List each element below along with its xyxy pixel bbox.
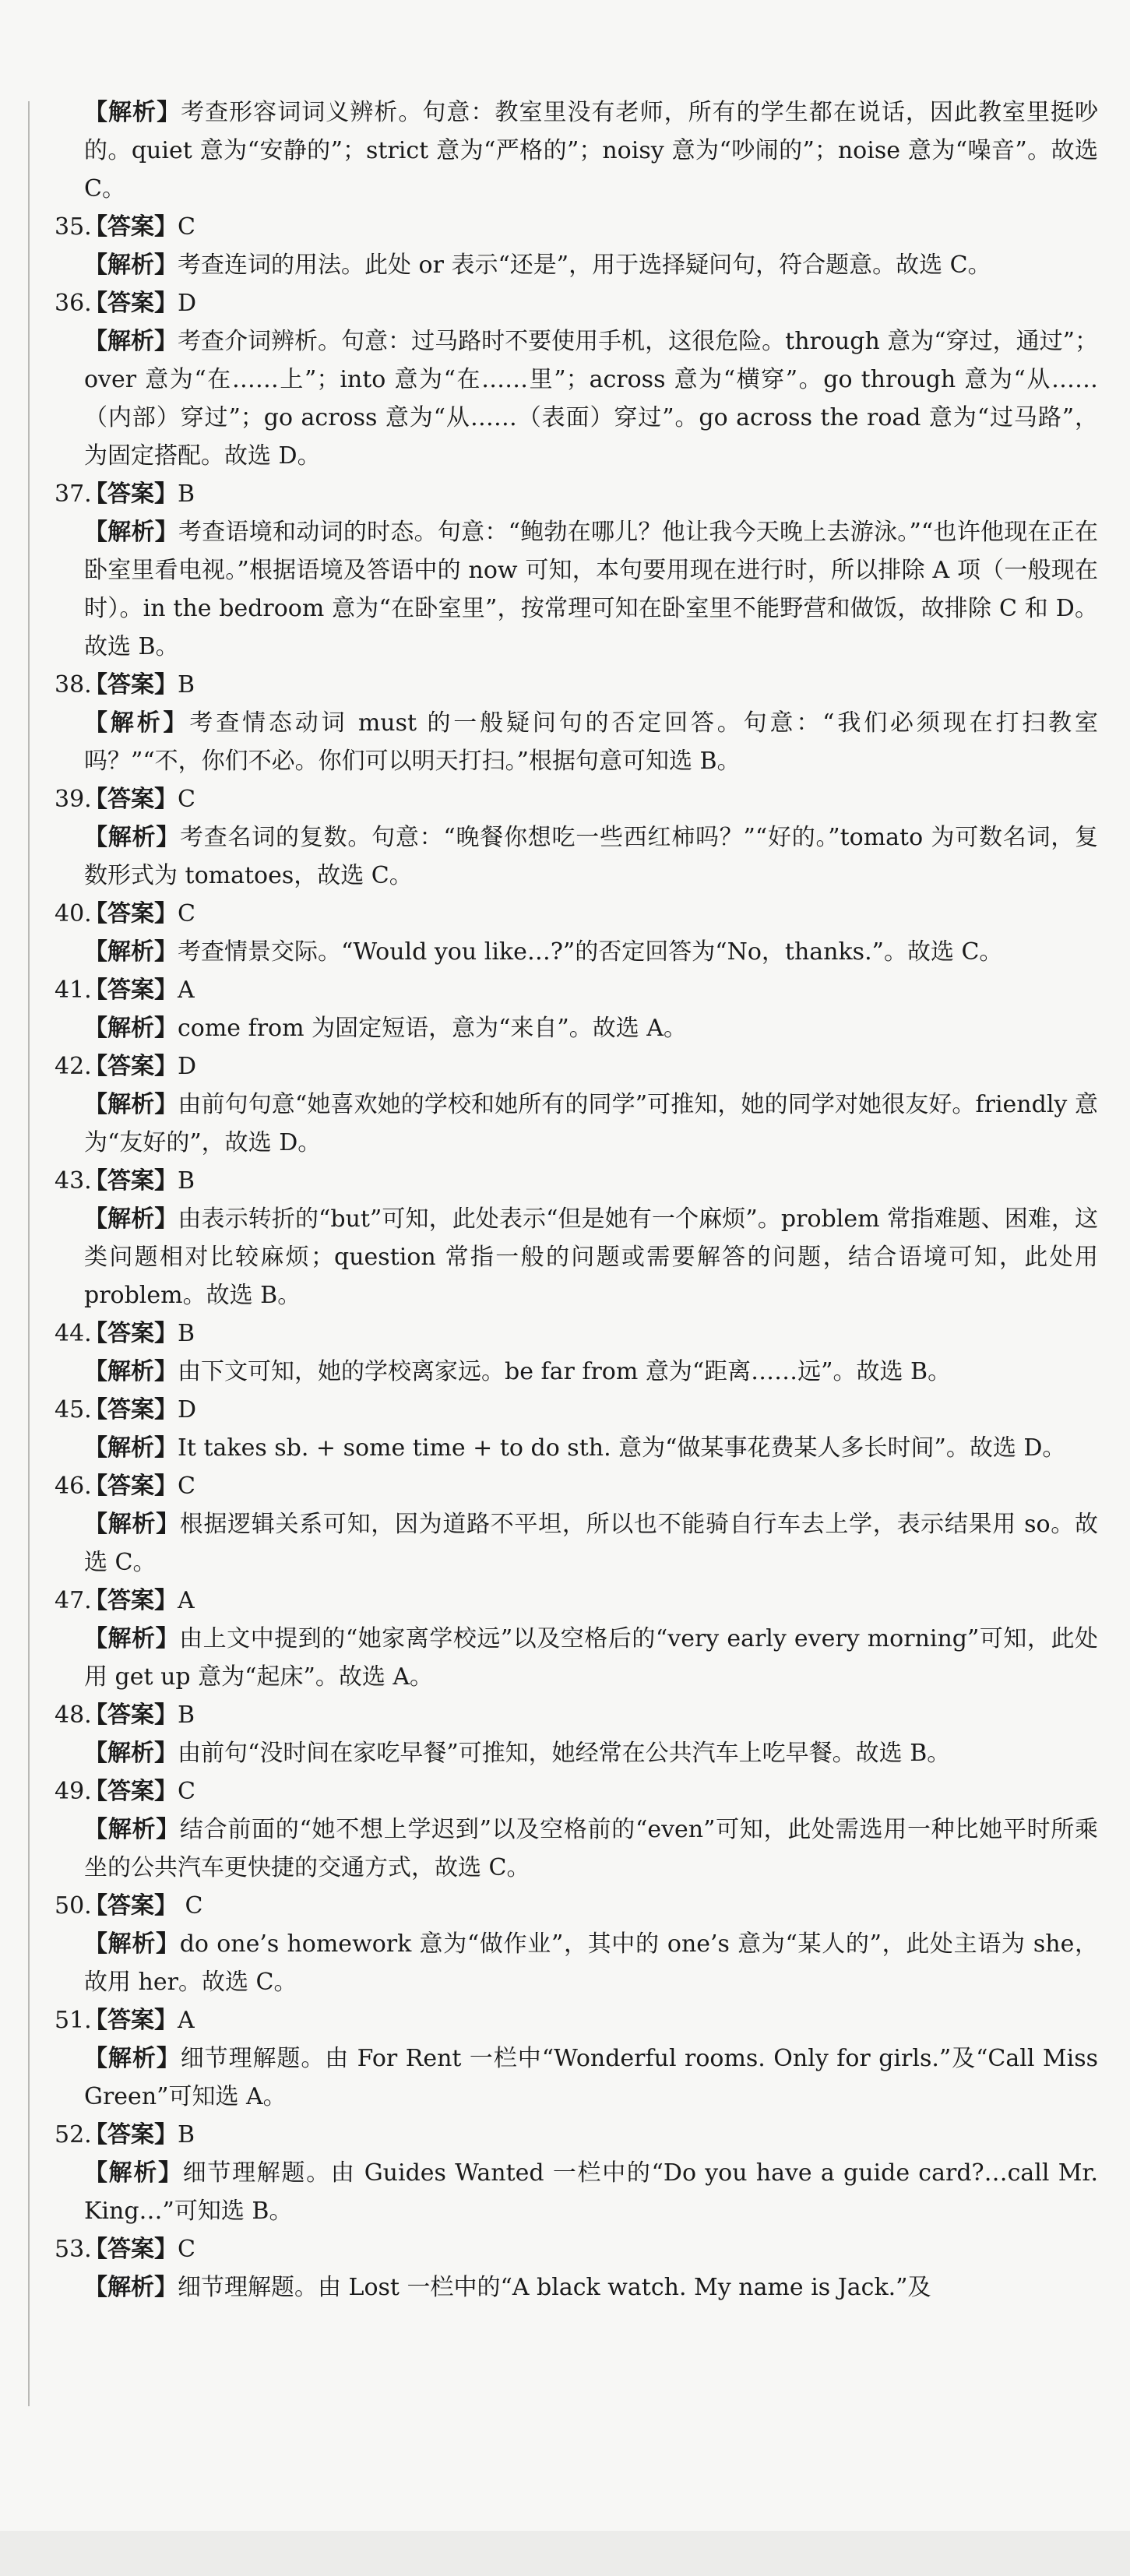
- analysis-tag: 【解析】: [84, 938, 178, 966]
- analysis-text: 由上文中提到的“她家离学校远”以及空格后的“very early every morning”可知，此处用 get up 意为“起床”。故选 A。: [84, 1625, 1098, 1691]
- analysis-text: 考查连词的用法。此处 or 表示“还是”，用于选择疑问句，符合题意。故选 C。: [178, 252, 991, 279]
- answer-choice: C: [178, 900, 195, 927]
- intro-analysis: [55, 93, 1098, 208]
- margin-rule: [28, 101, 30, 2406]
- answer-tag: 【答案】: [84, 900, 178, 927]
- analysis-line: [55, 322, 1098, 475]
- analysis-text: 考查情态动词 must 的一般疑问句的否定回答。句意：“我们必须现在打扫教室吗？”“不，你们不必。你们可以明天打扫。”根据句意可知选 B。: [84, 709, 1098, 775]
- analysis-line: [55, 1200, 1098, 1314]
- analysis-tag: 【解析】: [84, 1091, 178, 1118]
- answer-choice: D: [178, 1396, 197, 1423]
- answer-choice: B: [178, 1320, 195, 1347]
- question-number: 39.: [55, 786, 92, 813]
- answer-tag: 【答案】: [84, 1053, 178, 1080]
- question-number: 43.: [55, 1167, 92, 1195]
- question-number: 48.: [55, 1701, 92, 1729]
- analysis-tag: 【解析】: [84, 328, 178, 355]
- answer-tag: 【答案】: [84, 1778, 178, 1805]
- answer-line: [55, 1314, 1098, 1353]
- answer-line: [55, 2001, 1098, 2039]
- answer-line: [55, 284, 1098, 322]
- analysis-text: 由下文可知，她的学校离家远。be far from 意为“距离……远”。故选 B。: [178, 1358, 952, 1385]
- question-number: 40.: [55, 900, 92, 927]
- answer-line: [55, 780, 1098, 818]
- answer-choice: A: [178, 1587, 195, 1614]
- analysis-text: 由前句“没时间在家吃早餐”可推知，她经常在公共汽车上吃早餐。故选 B。: [178, 1740, 951, 1767]
- analysis-text: 细节理解题。由 Lost 一栏中的“A black watch. My name is Jack.”及: [178, 2274, 931, 2301]
- answer-choice: B: [178, 480, 195, 508]
- answer-tag: 【答案】: [84, 2007, 178, 2034]
- analysis-tag: 【解析】: [84, 1205, 178, 1233]
- answer-line: [55, 971, 1098, 1009]
- answer-line: [55, 1467, 1098, 1505]
- analysis-tag: 【解析】: [84, 519, 179, 546]
- analysis-tag: 【解析】: [84, 1015, 178, 1042]
- question-number: 41.: [55, 977, 92, 1004]
- analysis-text: come from 为固定短语，意为“来自”。故选 A。: [178, 1015, 687, 1042]
- analysis-line: [55, 1620, 1098, 1696]
- analysis-tag: 【解析】: [84, 1358, 178, 1385]
- answer-tag: 【答案】: [84, 213, 178, 241]
- question-number: 45.: [55, 1396, 92, 1423]
- answer-choice: B: [178, 1167, 195, 1195]
- footer-band: [0, 2531, 1130, 2576]
- answer-line: [55, 1391, 1098, 1429]
- answer-line: [55, 1887, 1098, 1925]
- analysis-text: 结合前面的“她不想上学迟到”以及空格前的“even”可知，此处需选用一种比她平时所乘坐的公共汽车更快捷的交通方式，故选 C。: [84, 1816, 1099, 1881]
- analysis-text: 考查名词的复数。句意：“晚餐你想吃一些西红柿吗？”“好的。”tomato 为可数名词，复数形式为 tomatoes，故选 C。: [84, 824, 1098, 889]
- analysis-tag: 【解析】: [84, 709, 190, 737]
- answer-line: [55, 2230, 1098, 2268]
- analysis-line: [55, 933, 1098, 971]
- analysis-tag: 【解析】: [84, 1816, 180, 1843]
- analysis-line: [55, 2268, 1098, 2307]
- analysis-tag: 【解析】: [84, 1625, 180, 1652]
- analysis-tag: 【解析】: [84, 1434, 178, 1462]
- answer-choice: C: [178, 213, 195, 241]
- answer-tag: 【答案】: [84, 1892, 178, 1920]
- answer-choice: B: [178, 671, 195, 699]
- answer-tag: 【答案】: [84, 1320, 178, 1347]
- analysis-line: [55, 1505, 1098, 1582]
- analysis-tag: 【解析】: [84, 252, 178, 279]
- analysis-text: 考查语境和动词的时态。句意：“鲍勃在哪儿？他让我今天晚上去游泳。”“也许他现在正在卧室里看电视。”根据语境及答语中的 now 可知，本句要用现在进行时，所以排除 A 项（一般现在时）。in the bedroom 意为“在卧室里”，按常理可知在卧室里不能野营和做饭，故排除 C 和 D。故选 B。: [84, 519, 1099, 660]
- answer-tag: 【答案】: [84, 1587, 178, 1614]
- answer-line: [55, 208, 1098, 246]
- analysis-text: 细节理解题。由 For Rent 一栏中“Wonderful rooms. Only for girls.”及“Call Miss Green”可知选 A。: [84, 2045, 1099, 2110]
- question-number: 50.: [55, 1892, 92, 1920]
- analysis-line: [55, 704, 1098, 780]
- answer-choice: C: [178, 1892, 203, 1920]
- question-number: 52.: [55, 2121, 92, 2148]
- analysis-text: 考查情景交际。“Would you like…?”的否定回答为“No，thanks.”。故选 C。: [178, 938, 1003, 966]
- analysis-line: [55, 818, 1098, 895]
- answer-tag: 【答案】: [84, 671, 178, 699]
- answer-choice: C: [178, 786, 195, 813]
- analysis-tag: 【解析】: [84, 2045, 181, 2072]
- answer-choice: C: [178, 1778, 195, 1805]
- question-number: 49.: [55, 1778, 92, 1805]
- answer-analysis-list: [55, 93, 1098, 2307]
- analysis-line: [55, 1086, 1098, 1162]
- question-number: 47.: [55, 1587, 92, 1614]
- answer-line: [55, 2116, 1098, 2154]
- items-container: [55, 208, 1098, 2307]
- answer-line: [55, 1047, 1098, 1086]
- analysis-text: 细节理解题。由 Guides Wanted 一栏中的“Do you have a guide card?…call Mr. King…”可知选 B。: [84, 2159, 1099, 2225]
- analysis-text: 由表示转折的“but”可知，此处表示“但是她有一个麻烦”。problem 常指难题、困难，这类问题相对比较麻烦；question 常指一般的问题或需要解答的问题，结合语境可知，此处用 problem。故选 B。: [84, 1205, 1099, 1309]
- answer-tag: 【答案】: [84, 480, 178, 508]
- question-number: 38.: [55, 671, 92, 699]
- answer-choice: D: [178, 1053, 197, 1080]
- analysis-tag: 【解析】: [84, 99, 181, 126]
- answer-tag: 【答案】: [84, 290, 178, 317]
- analysis-line: [55, 1009, 1098, 1047]
- answer-line: [55, 895, 1098, 933]
- analysis-text: It takes sb. + some time + to do sth. 意为“做某事花费某人多长时间”。故选 D。: [178, 1434, 1066, 1462]
- analysis-line: [55, 1734, 1098, 1772]
- answer-line: [55, 666, 1098, 704]
- analysis-text: 考查形容词词义辨析。句意：教室里没有老师，所有的学生都在说话，因此教室里挺吵的。quiet 意为“安静的”；strict 意为“严格的”；noisy 意为“吵闹的”；noise 意为“噪音”。故选 C。: [84, 99, 1099, 202]
- answer-tag: 【答案】: [84, 1473, 178, 1500]
- analysis-text: 由前句句意“她喜欢她的学校和她所有的同学”可推知，她的同学对她很友好。friendly 意为“友好的”，故选 D。: [84, 1091, 1099, 1156]
- analysis-line: [55, 1353, 1098, 1391]
- answer-choice: C: [178, 2236, 195, 2263]
- answer-tag: 【答案】: [84, 2236, 178, 2263]
- answer-tag: 【答案】: [84, 1167, 178, 1195]
- answer-line: [55, 475, 1098, 513]
- question-number: 37.: [55, 480, 92, 508]
- analysis-line: [55, 2154, 1098, 2230]
- analysis-text: 考查介词辨析。句意：过马路时不要使用手机，这很危险。through 意为“穿过，通过”；over 意为“在……上”；into 意为“在……里”；across 意为“横穿”。go through 意为“从……（内部）穿过”；go across 意为“从……（表面）穿过”。go across the road 意为“过马路”，为固定搭配。故选 D。: [84, 328, 1099, 470]
- answer-choice: A: [178, 2007, 195, 2034]
- answer-line: [55, 1772, 1098, 1811]
- analysis-tag: 【解析】: [84, 2159, 183, 2187]
- answer-line: [55, 1696, 1098, 1734]
- answer-choice: A: [178, 977, 195, 1004]
- answer-tag: 【答案】: [84, 977, 178, 1004]
- analysis-tag: 【解析】: [84, 1930, 180, 1958]
- analysis-line: [55, 1429, 1098, 1467]
- answer-tag: 【答案】: [84, 2121, 178, 2148]
- question-number: 53.: [55, 2236, 92, 2263]
- analysis-line: [55, 1811, 1098, 1887]
- answer-choice: B: [178, 2121, 195, 2148]
- question-number: 44.: [55, 1320, 92, 1347]
- answer-choice: D: [178, 290, 197, 317]
- answer-choice: B: [178, 1701, 195, 1729]
- analysis-text: do one’s homework 意为“做作业”，其中的 one’s 意为“某人的”，此处主语为 she，故用 her。故选 C。: [84, 1930, 1099, 1996]
- question-number: 46.: [55, 1473, 92, 1500]
- analysis-tag: 【解析】: [84, 2274, 178, 2301]
- analysis-line: [55, 246, 1098, 284]
- answer-tag: 【答案】: [84, 1396, 178, 1423]
- question-number: 51.: [55, 2007, 92, 2034]
- analysis-line: [55, 1925, 1098, 2001]
- question-number: 36.: [55, 290, 92, 317]
- question-number: 42.: [55, 1053, 92, 1080]
- answer-line: [55, 1162, 1098, 1200]
- answer-tag: 【答案】: [84, 786, 178, 813]
- answer-choice: C: [178, 1473, 195, 1500]
- answer-tag: 【答案】: [84, 1701, 178, 1729]
- analysis-tag: 【解析】: [84, 824, 181, 851]
- analysis-tag: 【解析】: [84, 1740, 178, 1767]
- analysis-line: [55, 513, 1098, 666]
- analysis-text: 根据逻辑关系可知，因为道路不平坦，所以也不能骑自行车去上学，表示结果用 so。故选 C。: [84, 1511, 1098, 1576]
- answer-line: [55, 1582, 1098, 1620]
- analysis-tag: 【解析】: [84, 1511, 180, 1538]
- analysis-line: [55, 2039, 1098, 2116]
- question-number: 35.: [55, 213, 92, 241]
